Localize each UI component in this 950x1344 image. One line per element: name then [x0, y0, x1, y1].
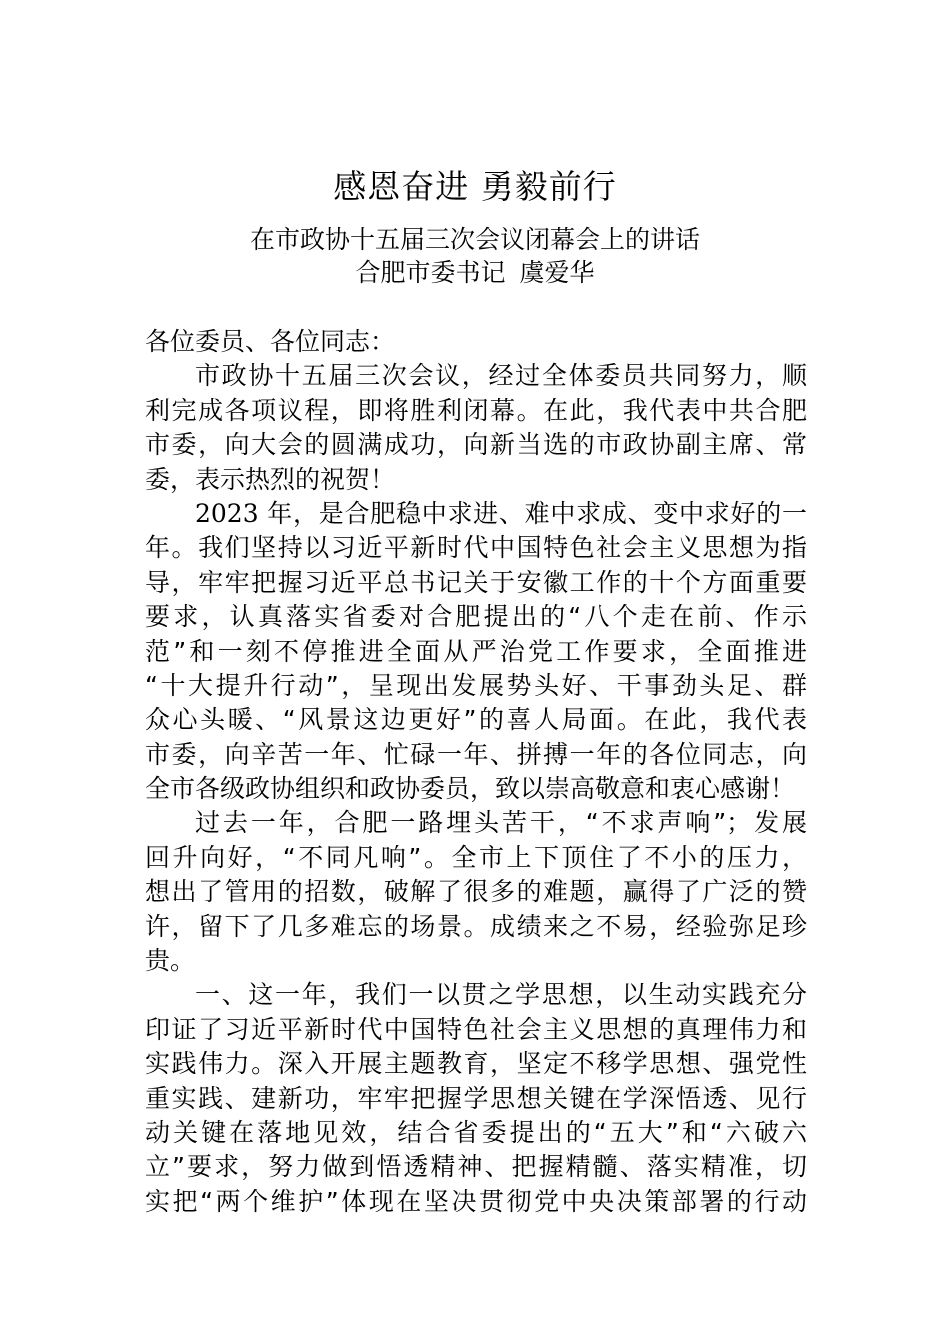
document-author [0, 255, 950, 291]
paragraph-3-line-1: 过去一年，合肥一路埋头苦干，“不求声响”；发展 [195, 808, 807, 838]
paragraph-1-line-3: 市委，向大会的圆满成功，向新当选的市政协副主席、常 [145, 430, 807, 460]
paragraph-2-line-3: 导，牢牢把握习近平总书记关于安徽工作的十个方面重要 [145, 567, 807, 597]
paragraph-4-line-6: 立”要求，努力做到悟透精神、把握精髓、落实精准，切 [145, 1152, 807, 1182]
document-body [145, 325, 807, 1219]
paragraph-4-line-5: 动关键在落地见效，结合省委提出的“五大”和“六破六 [145, 1117, 807, 1147]
paragraph-3-line-2: 回升向好，“不同凡响”。全市上下顶住了不小的压力， [145, 842, 807, 872]
paragraph-2-line-8: 市委，向辛苦一年、忙碌一年、拼搏一年的各位同志，向 [145, 739, 807, 769]
paragraph-3-line-3: 想出了管用的招数，破解了很多的难题，赢得了广泛的赞 [145, 877, 807, 907]
paragraph-2-line-1-text: 年，是合肥稳中求进、难中求成、变中求好的一 [258, 498, 807, 528]
paragraph-2-line-7: 众心头暖、“风景这边更好”的喜人局面。在此，我代表 [145, 705, 807, 735]
paragraph-3-line-5: 贵。 [145, 946, 196, 976]
paragraph-3-line-4: 许，留下了几多难忘的场景。成绩来之不易，经验弥足珍 [145, 911, 807, 941]
year-number: 2023 [195, 498, 259, 528]
paragraph-1-line-4: 委，表示热烈的祝贺！ [145, 464, 396, 494]
paragraph-2-line-9: 全市各级政协组织和政协委员，致以崇高敬意和衷心感谢！ [145, 774, 796, 804]
paragraph-4-line-3: 实践伟力。深入开展主题教育，坚定不移学思想、强党性 [145, 1049, 807, 1079]
paragraph-4-line-1: 一、这一年，我们一以贯之学思想，以生动实践充分 [195, 980, 807, 1010]
paragraph-4-line-7: 实把“两个维护”体现在坚决贯彻党中央决策部署的行动 [145, 1186, 807, 1216]
paragraph-1-line-2: 利完成各项议程，即将胜利闭幕。在此，我代表中共合肥 [145, 395, 807, 425]
author-name: 虞爱华 [519, 258, 595, 287]
paragraph-2-line-4: 要求，认真落实省委对合肥提出的“八个走在前、作示 [145, 602, 807, 632]
author-role: 合肥市委书记 [355, 258, 506, 287]
salutation: 各位委员、各位同志： [145, 327, 396, 356]
paragraph-2-line-1 [145, 497, 807, 531]
document-subtitle: 在市政协十五届三次会议闭幕会上的讲话 [249, 225, 700, 254]
paragraph-2-line-5: 范”和一刻不停推进全面从严治党工作要求，全面推进 [145, 636, 807, 666]
paragraph-2-line-2: 年。我们坚持以习近平新时代中国特色社会主义思想为指 [145, 533, 807, 563]
paragraph-1-line-1: 市政协十五届三次会议，经过全体委员共同努力，顺 [195, 361, 807, 391]
paragraph-4-line-4: 重实践、建新功，牢牢把握学思想关键在学深悟透、见行 [145, 1083, 807, 1113]
paragraph-4-line-2: 印证了习近平新时代中国特色社会主义思想的真理伟力和 [145, 1014, 807, 1044]
paragraph-2-line-6: “十大提升行动”，呈现出发展势头好、干事劲头足、群 [145, 670, 807, 700]
document-title: 感恩奋进 勇毅前行 [333, 167, 617, 206]
